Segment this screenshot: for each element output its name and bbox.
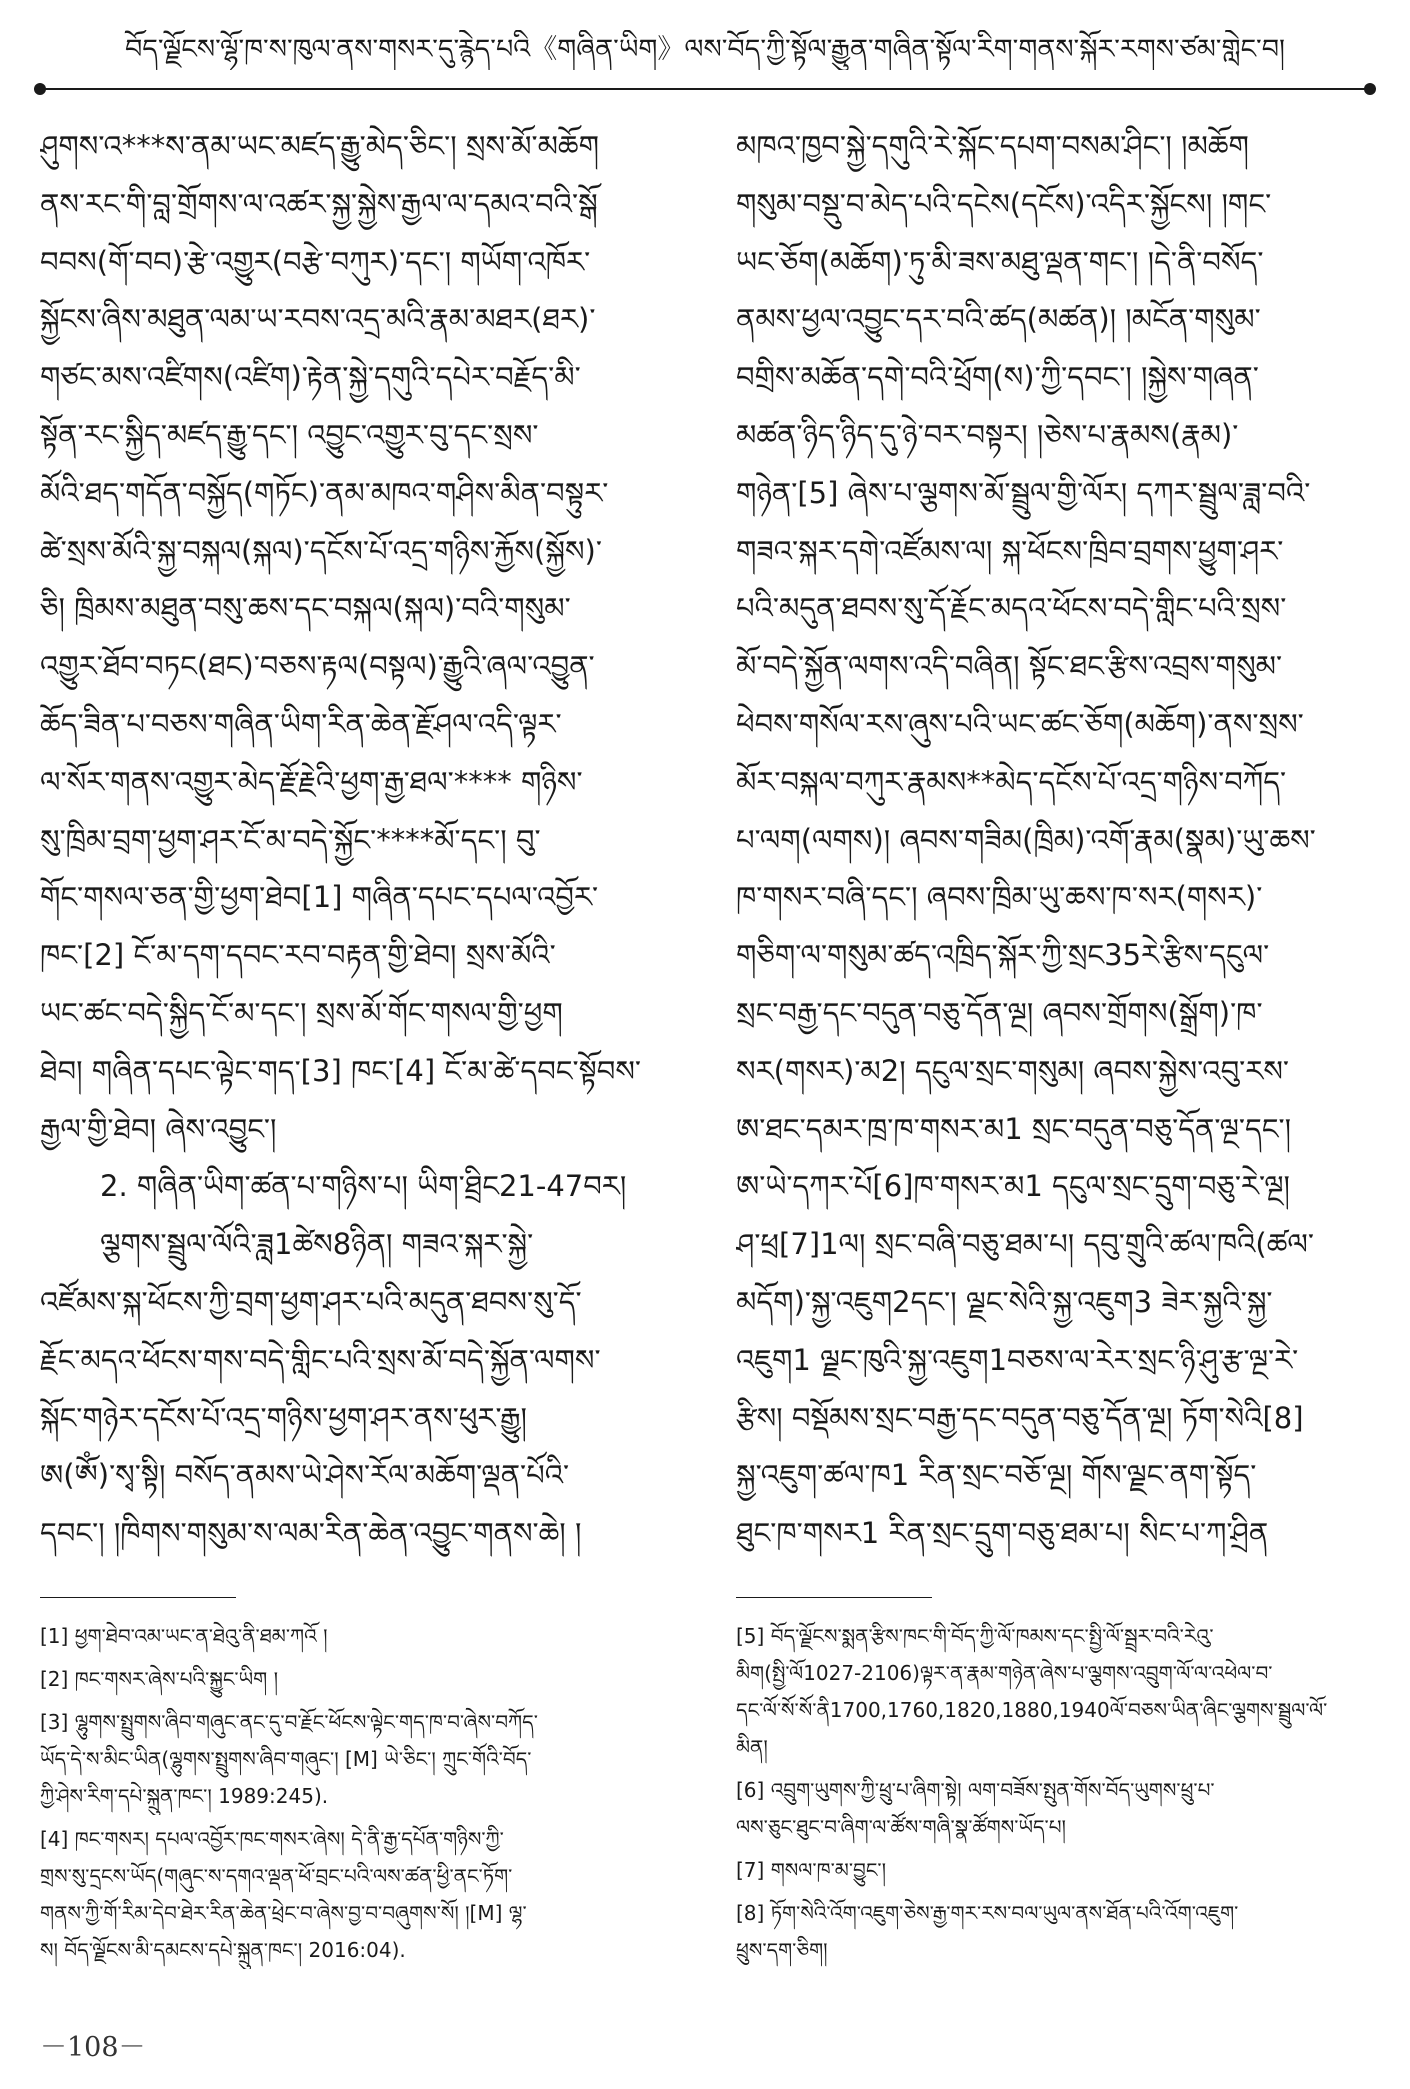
body-line: རྗོང་མདའ་ཕོངས་གས་བདེ་གླིང་པའི་སྲས་མོ་བདེ་སྐྱོན་ལགས་ xyxy=(40,1342,601,1377)
body-line: སྲང་བརྒྱ་དང་བདུན་བཅུ་དོན་ལྔ། ཞབས་གྲོགས(སྒྲོག)་ཁ་ xyxy=(736,995,1263,1030)
body-line: ཐུང་ཁ་གསར1 རིན་སྲང་དྲུག་བཅུ་ཐམ་པ། སིང་པ་ཀ་ཤྲིན xyxy=(736,1516,1269,1551)
body-line: གཅིག་ལ་གསུམ་ཚད་འཁྲིད་སྐོར་ཀྱི་སྲང35རེ་རྩིས་དངུལ་ xyxy=(736,938,1270,973)
footnote-rule-left xyxy=(40,1597,236,1598)
body-line: ཚེ་སྲས་མོའི་སྐྱ་བསྐལ(སྐལ)་དངོས་པོ་འདྲ་གཉིས་རྐྱོས(སྐྱོས)་ xyxy=(40,533,602,568)
body-line: ཁ་གསར་བཞི་དང་། ཞབས་ཁྲིམ་ཡུ་ཆས་ཁ་སར(གསར)་ xyxy=(736,880,1263,915)
body-line: མདོག)་སྐྱ་འཇུག2དང་། ལྗང་སེའི་སྐྱ་འཇུག3 ཟེར་སྐྱའི་སྐྱ་ xyxy=(736,1284,1273,1319)
body-line: མོར་བསྐལ་བཀུར་རྣམས**མེད་དངོས་པོ་འདྲ་གཉིས་བཀོད་ xyxy=(736,764,1287,799)
right-column xyxy=(736,118,1374,1563)
body-line: སྐྱ་འཇུག་ཚལ་ཁ1 རིན་སྲང་བཅོ་ལྔ། གོས་ལྗང་ནག་སྟོད་ xyxy=(736,1458,1257,1493)
body-line: ཕེབས་གསོལ་རས་ཞུས་པའི་ཡང་ཚང་ཅོག(མཆོག)་ནས་སྲས་ xyxy=(736,706,1304,741)
footnote xyxy=(40,1661,680,1698)
body-line: ཐེབ། གཞིན་དཔང་ལྟེང་གད་[3] ཁང་[4] ངོ་མ་ཚེ་དབང་སྟོབས་ xyxy=(40,1053,641,1088)
footnote-line: [6] འབྲུག་ཡུགས་ཀྱི་ཕྲུ་པ་ཞིག་སྟེ། ལག་བཟོས་སྤུན་གོས་བོད་ཡུགས་ཕྲུ་པ་ xyxy=(736,1778,1215,1802)
body-line: ཨ་ཡེ་དཀར་པོ[6]ཁ་གསར་མ1 དངུལ་སྲང་དྲུག་བཅུ་རེ་ལྔ། xyxy=(736,1169,1290,1204)
body-line: སར(གསར)་མ2། དངུལ་སྲང་གསུམ། ཞབས་སྐྱེས་འབུ་རས་ xyxy=(736,1053,1289,1088)
header-rule xyxy=(40,88,1370,90)
body-line: པའི་མདུན་ཐབས་སུ་དོ་རྗོང་མདའ་ཕོངས་བདེ་གླིང་པའི་སྲས་ xyxy=(736,591,1287,626)
running-head: བོད་ལྗོངས་ལྷོ་ཁ་ས་ཁུལ་ནས་གསར་དུ་རྙེད་པའི《གཞིན་ཡིག》ལས་བོད་ཀྱི་སྟོལ་རྒྱུན་གཞིན་སྟོལ་རིག་གནས་སྐོར་རགས་ཙམ་གླེང་བ། xyxy=(124,34,1286,65)
body-line: གཙང་མས་འཛིགས(འཛིག)་རྟེན་སྐྱེ་དགུའི་དཔེར་བརྗོད་མི་ xyxy=(40,360,581,395)
footnote-line: [8] ཏོག་སེའི་འོག་འཇུག་ཅེས་རྒྱ་གར་རས་བལ་ཡུལ་ནས་ཐོན་པའི་འོག་འཇུག་ xyxy=(736,1901,1239,1925)
body-line: རྩིས། བསྡོམས་སྲང་བརྒྱ་དང་བདུན་བཅུ་དོན་ལྔ། ཏོག་སེའི[8] xyxy=(736,1400,1304,1435)
footnote-line: ལས་ཅུང་ཐུང་བ་ཞིག་ལ་ཚོས་གཞི་སྣ་ཚོགས་ཡོད་པ། xyxy=(736,1815,1066,1839)
footnotes-right xyxy=(736,1618,1376,1975)
body-line: བགྲིས་མཆོན་དགེ་བའི་ཕྲོག(ས)་ཀྱི་དབང་། །སྐྱེས་གཞན་ xyxy=(736,360,1259,395)
body-line: ལ་སོར་གནས་འགྱུར་མེད་རྗོ་རྗེའི་ཕྱག་རྒྱ་ཐལ་**** གཉིས་ xyxy=(40,764,583,799)
body-line: 2. གཞིན་ཡིག་ཚན་པ་གཉིས་པ། ཡིག་ཐྲིང21-47བར། xyxy=(100,1169,627,1204)
body-line: ལྕགས་སྦྲུལ་ལོའི་ཟླ1ཚེས8ཉིན། གཟའ་སྐར་སྐྱེ་ xyxy=(100,1227,534,1262)
body-line: གཉེན་[5] ཞེས་པ་ལྕགས་མོ་སྦྲུལ་གྱི་ལོར། དཀར་སྦྲུལ་ཟླ་བའི་ xyxy=(736,475,1311,510)
body-line: མཁའ་ཁྱབ་སྐྱེ་དགུའི་རེ་སྐོང་དཔག་བསམ་ཤིང་། །མཆོག xyxy=(736,129,1249,163)
body-line: གཟའ་སྐར་དགེ་འཛོམས་ལ། སྐ་ཕོངས་ཁྲིབ་བྲགས་ཕྱུག་ཤར་ xyxy=(736,533,1284,568)
body-line: སྟོན་རང་སྐྱིད་མཛད་རྒྱུ་དང་། འབྱུང་འགྱུར་བུ་དང་སྲས་ xyxy=(40,417,539,452)
body-line: ཨ་ཐང་དམར་ཁྲ་ཁ་གསར་མ1 སྲང་བདུན་བཅུ་དོན་ལྔ་དང་། xyxy=(736,1111,1292,1146)
rule-dot-right xyxy=(1364,83,1376,95)
body-line: མོའི་ཐད་གདོན་བསྐྱོད(གཏོང)་ནམ་མཁའ་གཤིས་མིན་བསྟུར་ xyxy=(40,475,609,510)
left-column xyxy=(40,118,678,1563)
body-line: གསུམ་བསྡུ་བ་མེད་པའི་དངེས(དངོས)་འདིར་སྐྱོངས། །གང་ xyxy=(736,186,1272,221)
body-line: ཁང་[2] ངོ་མ་དག་དབང་རབ་བརྟན་གྱི་ཐེབ། སྲས་མོའི་ xyxy=(40,938,556,973)
body-line: མོ་བདེ་སྐྱོན་ལགས་འདི་བཞིན། སྟོང་ཐང་རྩིས་འབྲས་གསུམ་ xyxy=(736,649,1283,684)
footnote-line: ཡོད་དེ་ས་མིང་ཡིན(ལྷུགས་སྤྲུགས་ཞིབ་གཞུང་། [M] ཡེ་ཅིང་། ཀྲུང་གོའི་བོད་ xyxy=(40,1747,532,1771)
footnote xyxy=(40,1704,680,1815)
body-line: སྐྱོངས་ཞིས་མཐུན་ལམ་ཡ་རབས་འདྲ་མའི་རྣམ་མཐར(ཐར)་ xyxy=(40,302,596,337)
footnote-line: མིག(སྤྱི་ལོ1027-2106)ལྟར་ན་རྣམ་གཉེན་ཞེས་པ་ལྕགས་འབྲུག་ལོ་ལ་འཕེལ་བ་ xyxy=(736,1661,1273,1685)
body-line: འགྱུར་ཐོབ་བཏང(ཐང)་བཅས་རྟལ(བསྟལ)་རྒྱུའི་ཞལ་འབྱུན་ xyxy=(40,649,595,684)
footnote-line: [1] ཕྱག་ཐེབ་འམ་ཡང་ན་ཐེའུ་ནི་ཐམ་ཀའོ ། xyxy=(40,1624,328,1648)
page-number: －108－ xyxy=(40,2032,146,2063)
footnote-line: ཀྱི་ཤེས་རིག་དཔེ་སྐྲུན་ཁང་། 1989:245). xyxy=(40,1784,329,1808)
footnotes-left xyxy=(40,1618,680,1975)
footnote xyxy=(40,1618,680,1655)
footnote-line: [7] གསལ་ཁ་མ་བྱུང་། xyxy=(736,1858,887,1882)
body-line: བབས(གོ་བབ)་རྩེ་འགྱུར(བརྩེ་བཀུར)་དང་། གཡོག་འཁོར་ xyxy=(40,244,591,279)
footnote-rule-right xyxy=(736,1597,932,1598)
footnote-line: [5] བོད་ལྗོངས་སྨན་རྩིས་ཁང་གི་བོད་ཀྱི་ལོ་ཁམས་དང་སྤྱི་ལོ་སྦྲར་བའི་རེའུ་ xyxy=(736,1624,1214,1648)
body-line: ཤུགས་འ***ས་ནམ་ཡང་མཛད་རྒྱུ་མེད་ཅིང་། སྲས་མོ་མཆོག xyxy=(40,129,600,163)
body-line: མཚན་ཉིད་ཉིད་དུ་ཉེ་བར་བསྟར། །ཅེས་པ་རྣམས(རྣམ)་ xyxy=(736,417,1239,452)
footnote-line: དང་ལོ་སོ་སོ་ནི1700,1760,1820,1880,1940ལོ་བཅས་ཡིན་ཞིང་ལྕགས་སྦྲུལ་ལོ་ xyxy=(736,1698,1328,1722)
footnote-line: གྲས་སུ་དྲངས་ཡོད(གཞུང་ས་དགའ་ལྡན་ཕོ་བྲང་པའི་ལས་ཚན་ཕྱི་ནང་ཏོག་ xyxy=(40,1864,513,1888)
body-line: ཨ(ཨོཾ)་སྭ་སྟི། བསོད་ནམས་ཡེ་ཤེས་རོལ་མཆོག་ལྡན་པོའི་ xyxy=(40,1458,570,1493)
body-line: དབང་། །ཁིགས་གསུམ་ས་ལམ་རིན་ཆེན་འབྱུང་གནས་ཆེ། ། xyxy=(40,1516,582,1551)
footnote xyxy=(736,1895,1376,1969)
body-line: འཇུག1 ལྗང་ཁུའི་སྐྱ་འཇུག1བཅས་ལ་རེར་སྲང་ཉི་ཤུ་རྩ་ལྔ་རེ་ xyxy=(736,1342,1299,1377)
body-line: རྒྱལ་གྱི་ཐེབ། ཞེས་འབྱུང་། xyxy=(40,1111,277,1146)
body-line: ཅི། ཁྲིམས་མཐུན་བསུ་ཆས་དང་བསྐལ(སྐལ)་བའི་གསུམ་ xyxy=(40,591,571,626)
footnote-line: ས། བོད་ལྗོངས་མི་དམངས་དཔེ་སྐྲུན་ཁང་། 2016:04). xyxy=(40,1938,406,1962)
footnote-line: མིན། xyxy=(736,1735,768,1759)
body-line: ཆོད་ཟིན་པ་བཅས་གཞིན་ཡིག་རིན་ཆེན་རྗོ་ཤལ་འདི་ལྟར་ xyxy=(40,706,562,741)
footnote-line: གནས་ཀྱི་གོ་རིམ་དེབ་ཐེར་རིན་ཆེན་ཕྲེང་བ་ཞེས་བྱ་བ་བཞུགས་སོ། །[M] ལྷ་ xyxy=(40,1901,527,1925)
footnote xyxy=(40,1821,680,1969)
footnote-line: [4] ཁང་གསར། དཔལ་འབྱོར་ཁང་གསར་ཞེས། དེ་ནི་རྒྱ་དཔོན་གཉིས་ཀྱི་ xyxy=(40,1827,504,1851)
body-line: གོང་གསལ་ཅན་གྱི་ཕྱག་ཐེབ[1] གཞིན་དཔང་དཔལ་འབྱོར་ xyxy=(40,880,599,915)
footnote-line: [2] ཁང་གསར་ཞེས་པའི་སྐྱུང་ཡིག ། xyxy=(40,1667,279,1691)
body-line: ཡང་ཚང་བདེ་སྐྱིད་ངོ་མ་དང་། སྲས་མོ་གོང་གསལ་གྱི་ཕྱག xyxy=(40,995,563,1030)
body-line: པ་ལག(ལགས)། ཞབས་གཟིམ(ཁྲིམ)་འགོ་རྣམ(སྣམ)་ཡུ་ཆས་ xyxy=(736,822,1316,857)
body-line: སྐོང་གཉེར་དངོས་པོ་འདྲ་གཉིས་ཕྱག་ཤར་ནས་ཕུར་རྒྱུ། xyxy=(40,1400,527,1435)
footnote xyxy=(736,1618,1376,1766)
body-line: ནས་རང་གི་བླ་གྲོགས་ལ་འཚར་སྐྱ་སྐྱེས་རྒྱལ་ལ་དམའ་བའི་སྒོ xyxy=(40,186,598,221)
body-line: ཤ་ཕྲ[7]1ལ། སྲང་བཞི་བཅུ་ཐམ་པ། དབུ་གྲུའི་ཚལ་ཁའི(ཚལ་ xyxy=(736,1227,1314,1262)
footnote xyxy=(736,1852,1376,1889)
body-line: ཡང་ཅོག(མཆོག)་ཏུ་མི་ཟས་མཐུ་ལྡན་གང་། །དེ་ནི་བསོད་ xyxy=(736,244,1264,279)
footnote xyxy=(736,1772,1376,1846)
body-line: སུ་ཁྲིམ་བྲག་ཕྱག་ཤར་ངོ་མ་བདེ་སྐྱོང་****མོ་དང་། བུ་ xyxy=(40,822,541,857)
footnote-line: ཕྲུས་དག་ཅིག། xyxy=(736,1938,828,1962)
body-line: འཛོམས་སྐ་ཕོངས་ཀྱི་བྲག་ཕྱག་ཤར་པའི་མདུན་ཐབས་སུ་དོ་ xyxy=(40,1284,582,1319)
footnote-line: [3] ལྷུགས་སྤྲུགས་ཞིབ་གཞུང་ནང་དུ་བ་རྗོང་ཕོངས་ལྟེང་གད་ཁ་བ་ཞེས་བཀོད་ xyxy=(40,1710,538,1734)
body-line: ནམས་ཕྱལ་འབྱུང་དར་བའི་ཚད(མཚན)། །མངོན་གསུམ་ xyxy=(736,302,1261,337)
